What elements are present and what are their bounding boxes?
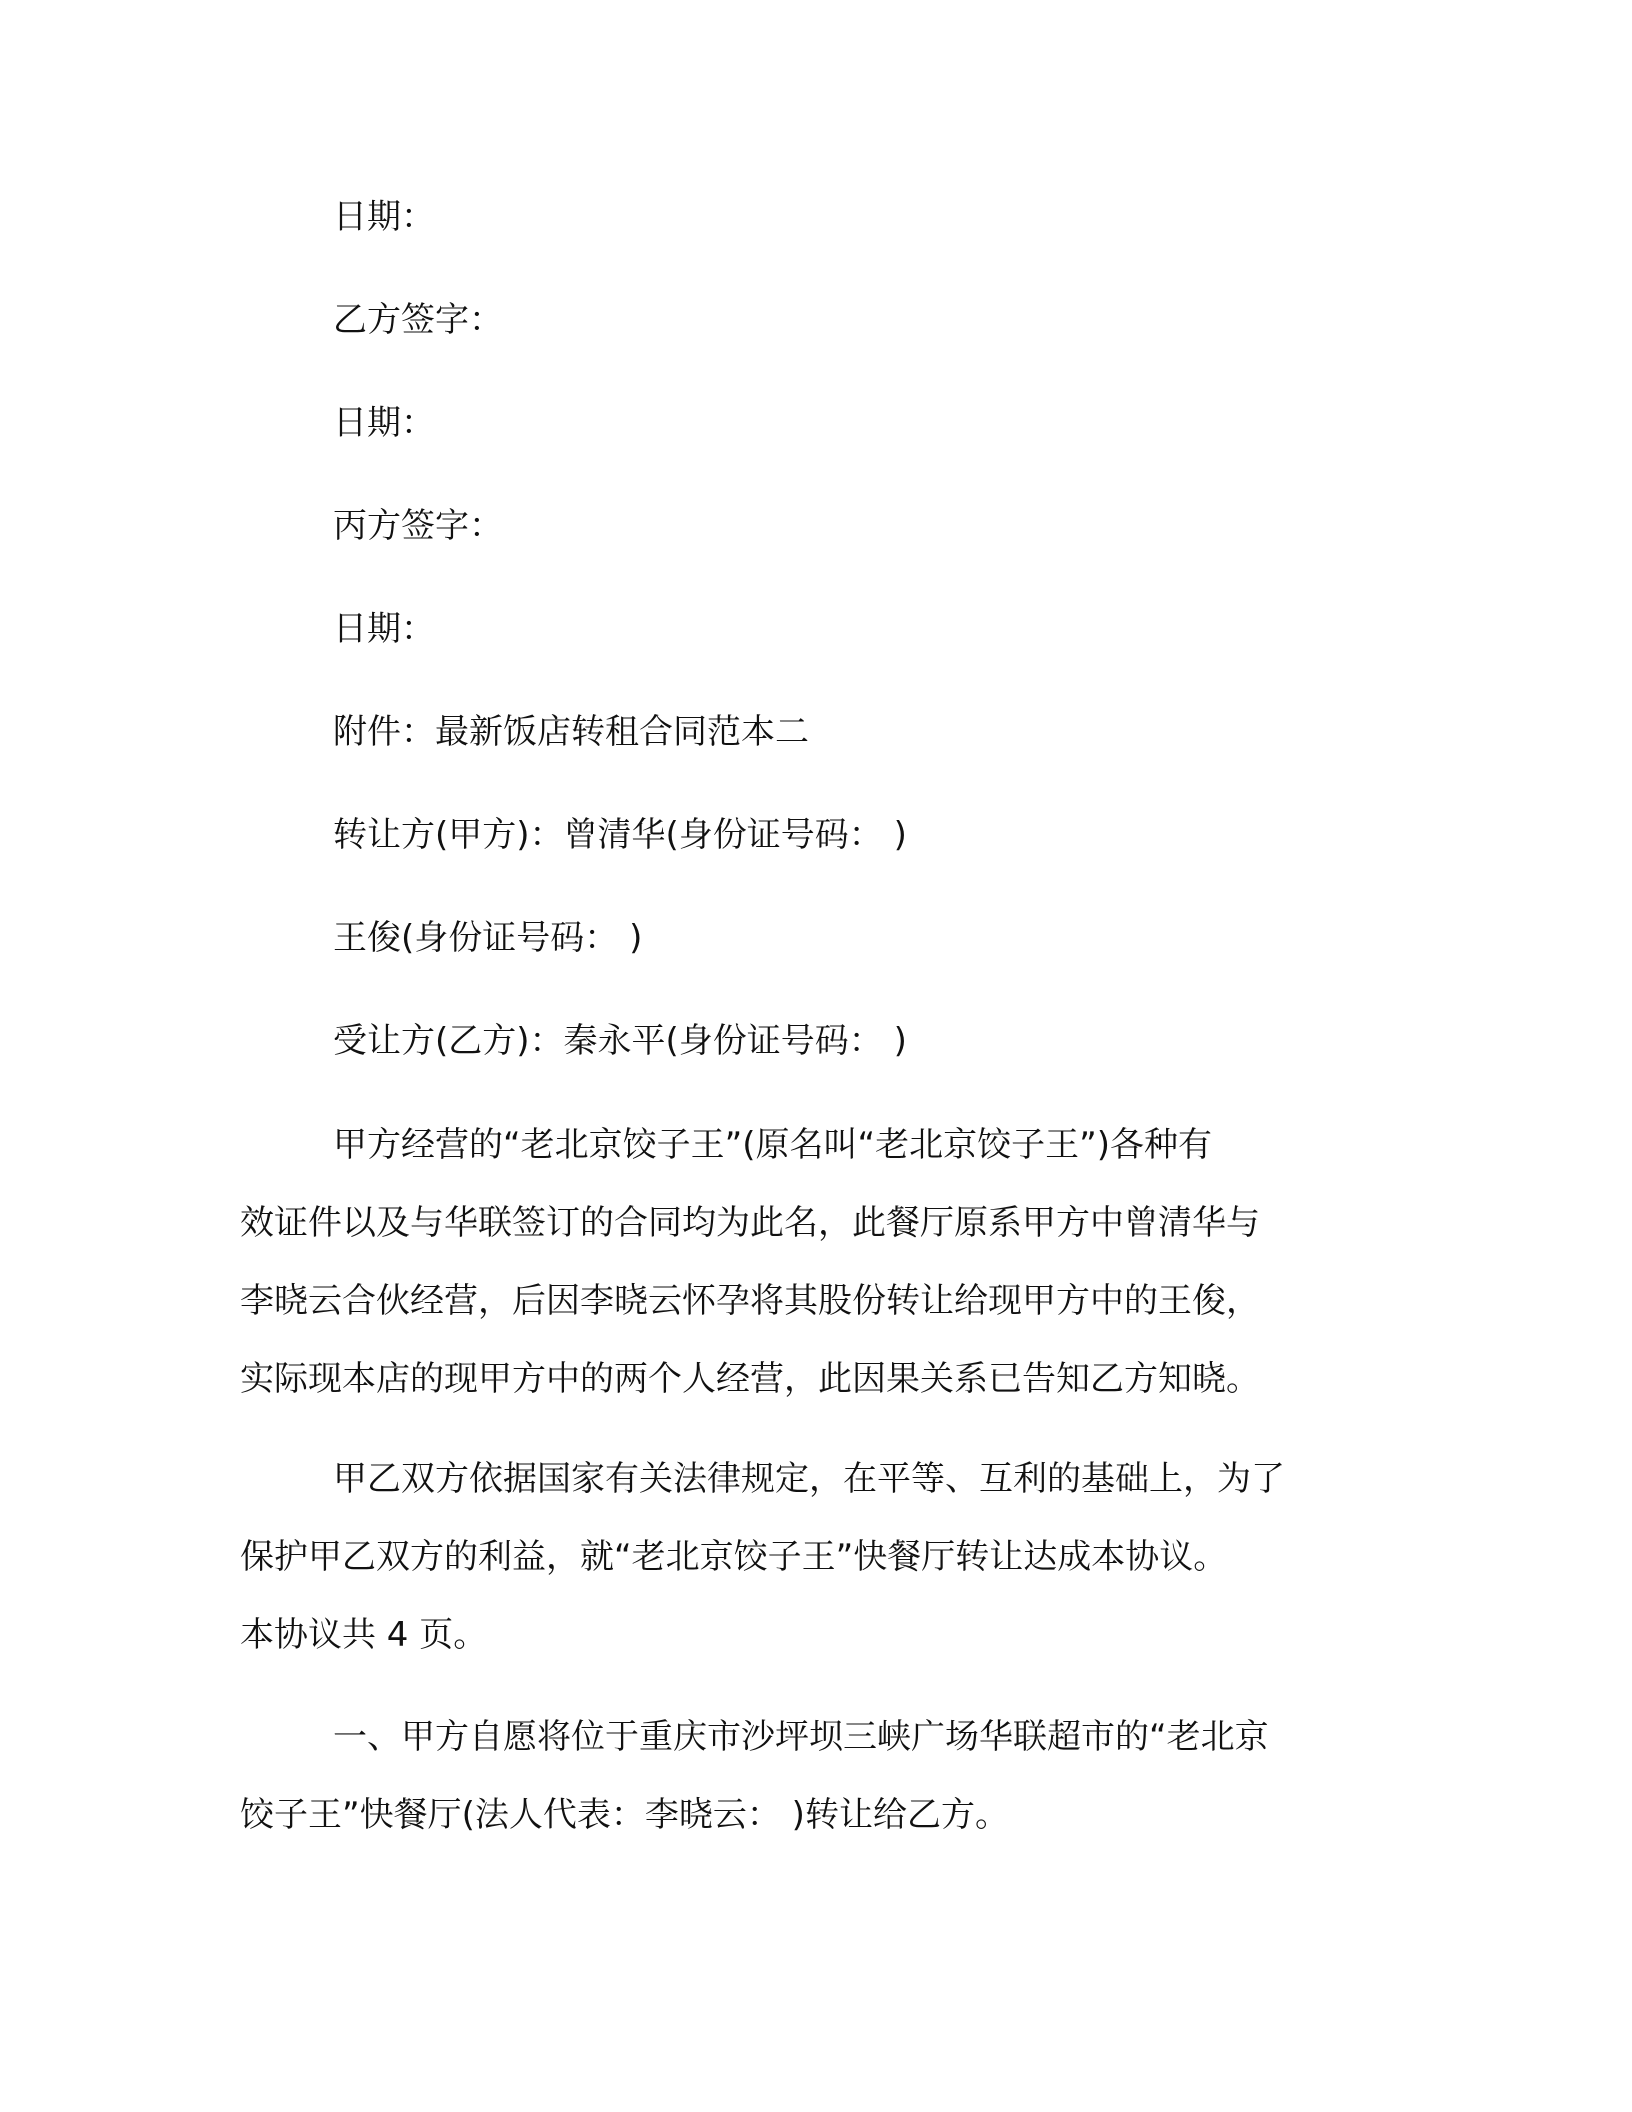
- date-label: 日期：: [333, 403, 435, 443]
- paragraph-line: 饺子王”快餐厅(法人代表：李晓云： )转让给乙方。: [240, 1795, 1009, 1835]
- paragraph-line: 实际现本店的现甲方中的两个人经营，此因果关系已告知乙方知晓。: [240, 1359, 1260, 1399]
- transferee-line: 受让方(乙方)：秦永平(身份证号码： ): [333, 1021, 907, 1061]
- party-c-signature-label: 丙方签字：: [333, 506, 503, 546]
- paragraph-line: 本协议共 4 页。: [240, 1615, 488, 1655]
- date-label: 日期：: [333, 609, 435, 649]
- transferor-second-line: 王俊(身份证号码： ): [333, 918, 643, 958]
- paragraph-line: 甲方经营的“老北京饺子王”(原名叫“老北京饺子王”)各种有: [333, 1125, 1212, 1165]
- paragraph-line: 甲乙双方依据国家有关法律规定，在平等、互利的基础上，为了: [333, 1459, 1285, 1499]
- paragraph-line: 一、甲方自愿将位于重庆市沙坪坝三峡广场华联超市的“老北京: [333, 1717, 1269, 1757]
- paragraph-line: 李晓云合伙经营，后因李晓云怀孕将其股份转让给现甲方中的王俊，: [240, 1281, 1260, 1321]
- transferor-line: 转让方(甲方)：曾清华(身份证号码： ): [333, 815, 907, 855]
- attachment-title: 附件：最新饭店转租合同范本二: [333, 712, 809, 752]
- party-b-signature-label: 乙方签字：: [333, 300, 503, 340]
- paragraph-line: 效证件以及与华联签订的合同均为此名，此餐厅原系甲方中曾清华与: [240, 1203, 1260, 1243]
- date-label: 日期：: [333, 197, 435, 237]
- paragraph-line: 保护甲乙双方的利益，就“老北京饺子王”快餐厅转让达成本协议。: [240, 1537, 1228, 1577]
